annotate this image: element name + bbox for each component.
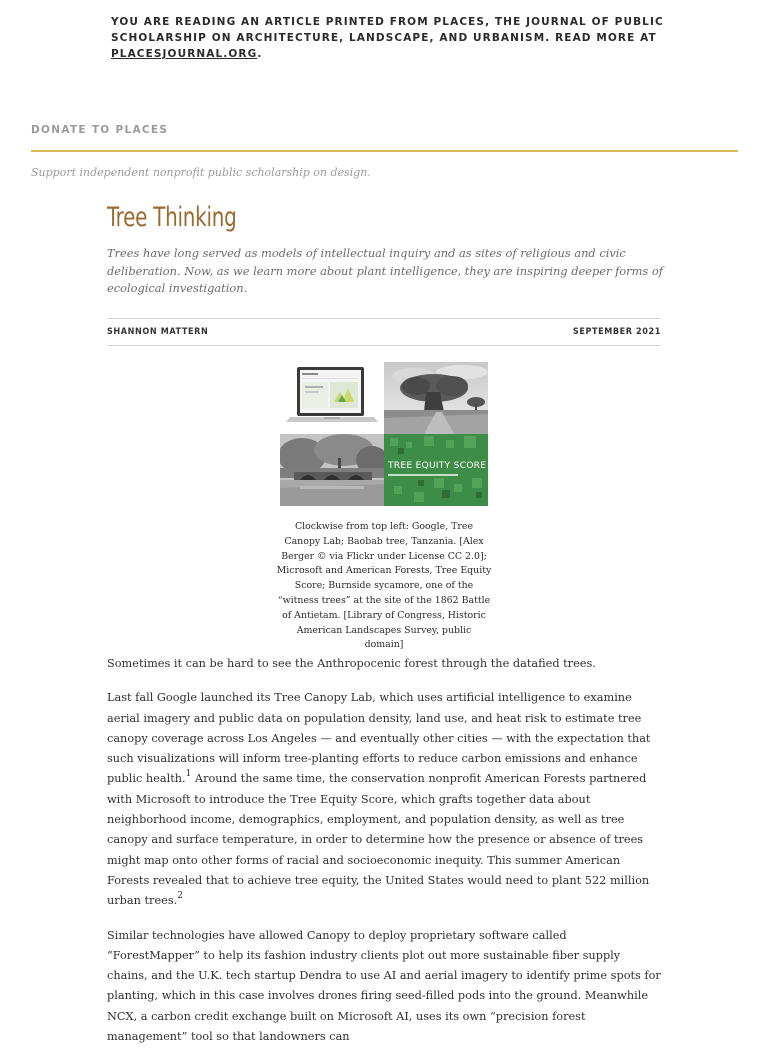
baobab-tree-image — [384, 362, 488, 434]
article-dek: Trees have long served as models of intellectual inquiry and as sites of religious and civic deliberation. Now, as we learn more about plant intelligence, they are inspiring deeper forms of ecological investigation. — [107, 246, 663, 295]
figure-caption: Clockwise from top left: Google, Tree Canopy Lab; Baobab tree, Tanzania. [Alex Berger © via Flickr under License CC 2.0]; Microsoft and American Forests, Tree Equity Score; Burnside sycamore, one of the “witness trees” at the site of the 1862 Battle of Antietam. [Library of Congress, Historic American Landscapes Survey, public domain] — [276, 521, 492, 651]
gold-divider — [31, 150, 738, 152]
body-paragraph: Similar technologies have allowed Canopy to deploy proprietary software called “ForestMapper” to help its fashion industry clients plot out more sustainable fiber supply chains, and the U.K. tech startup Dendra to use AI and aerial imagery to identify prime spots for planting, which in this case involves drones firing seed-filled pods into the ground. Meanwhile NCX, a carbon credit exchange built on Microsoft AI, uses its own “precision forest management” tool so that landowners can — [107, 928, 661, 1044]
places-journal-link[interactable]: PLACESJOURNAL.ORG — [111, 48, 258, 60]
tree-equity-score-image — [384, 434, 488, 506]
body-paragraph — [107, 688, 663, 911]
publish-date: SEPTEMBER 2021 — [572, 327, 661, 337]
paragraph-text: Last fall Google launched its Tree Canopy Lab, which uses artificial intelligence to examine aerial imagery and public data on population density, land use, and heat risk to estimate tree canopy coverage across Los Angeles — and eventually other cities — with the expectation that such visualizations will inform tree-planting efforts to reduce carbon emissions and enhance public health. — [107, 691, 651, 786]
footnote-marker[interactable]: 2 — [177, 891, 183, 902]
print-banner — [111, 14, 691, 62]
author-name[interactable]: SHANNON MATTERN — [107, 327, 209, 337]
banner-end: . — [257, 48, 263, 60]
byline-bar — [107, 318, 661, 346]
tree-equity-score-title: TREE EQUITY SCORE — [388, 460, 487, 471]
laptop-image — [280, 362, 384, 434]
header-image-collage — [280, 362, 488, 506]
article-title: Tree Thinking — [107, 202, 237, 233]
donate-link[interactable]: DONATE TO PLACES — [31, 124, 169, 136]
antietam-bridge-image — [280, 434, 384, 506]
footnote-marker[interactable]: 1 — [185, 769, 192, 780]
body-paragraph: Sometimes it can be hard to see the Anthropocenic forest through the datafied trees. — [107, 657, 596, 670]
donate-tagline: Support independent nonprofit public scholarship on design. — [31, 166, 371, 179]
article-body — [107, 654, 663, 1061]
banner-text: YOU ARE READING AN ARTICLE PRINTED FROM PLACES, THE JOURNAL OF PUBLIC SCHOLARSHIP ON ARCHITECTURE, LANDSCAPE, AND URBANISM. READ MORE AT — [111, 16, 664, 44]
paragraph-text: Around the same time, the conservation nonprofit American Forests partnered with Microsoft to introduce the Tree Equity Score, which grafts together data about neighborhood income, demographics, employment, and population density, as well as tree canopy and surface temperature, in order to determine how the presence or absence of trees might map onto other forms of racial and socioeconomic inequity. This summer American Forests revealed that to achieve tree equity, the United States would need to plant 522 million urban trees. — [107, 772, 650, 908]
